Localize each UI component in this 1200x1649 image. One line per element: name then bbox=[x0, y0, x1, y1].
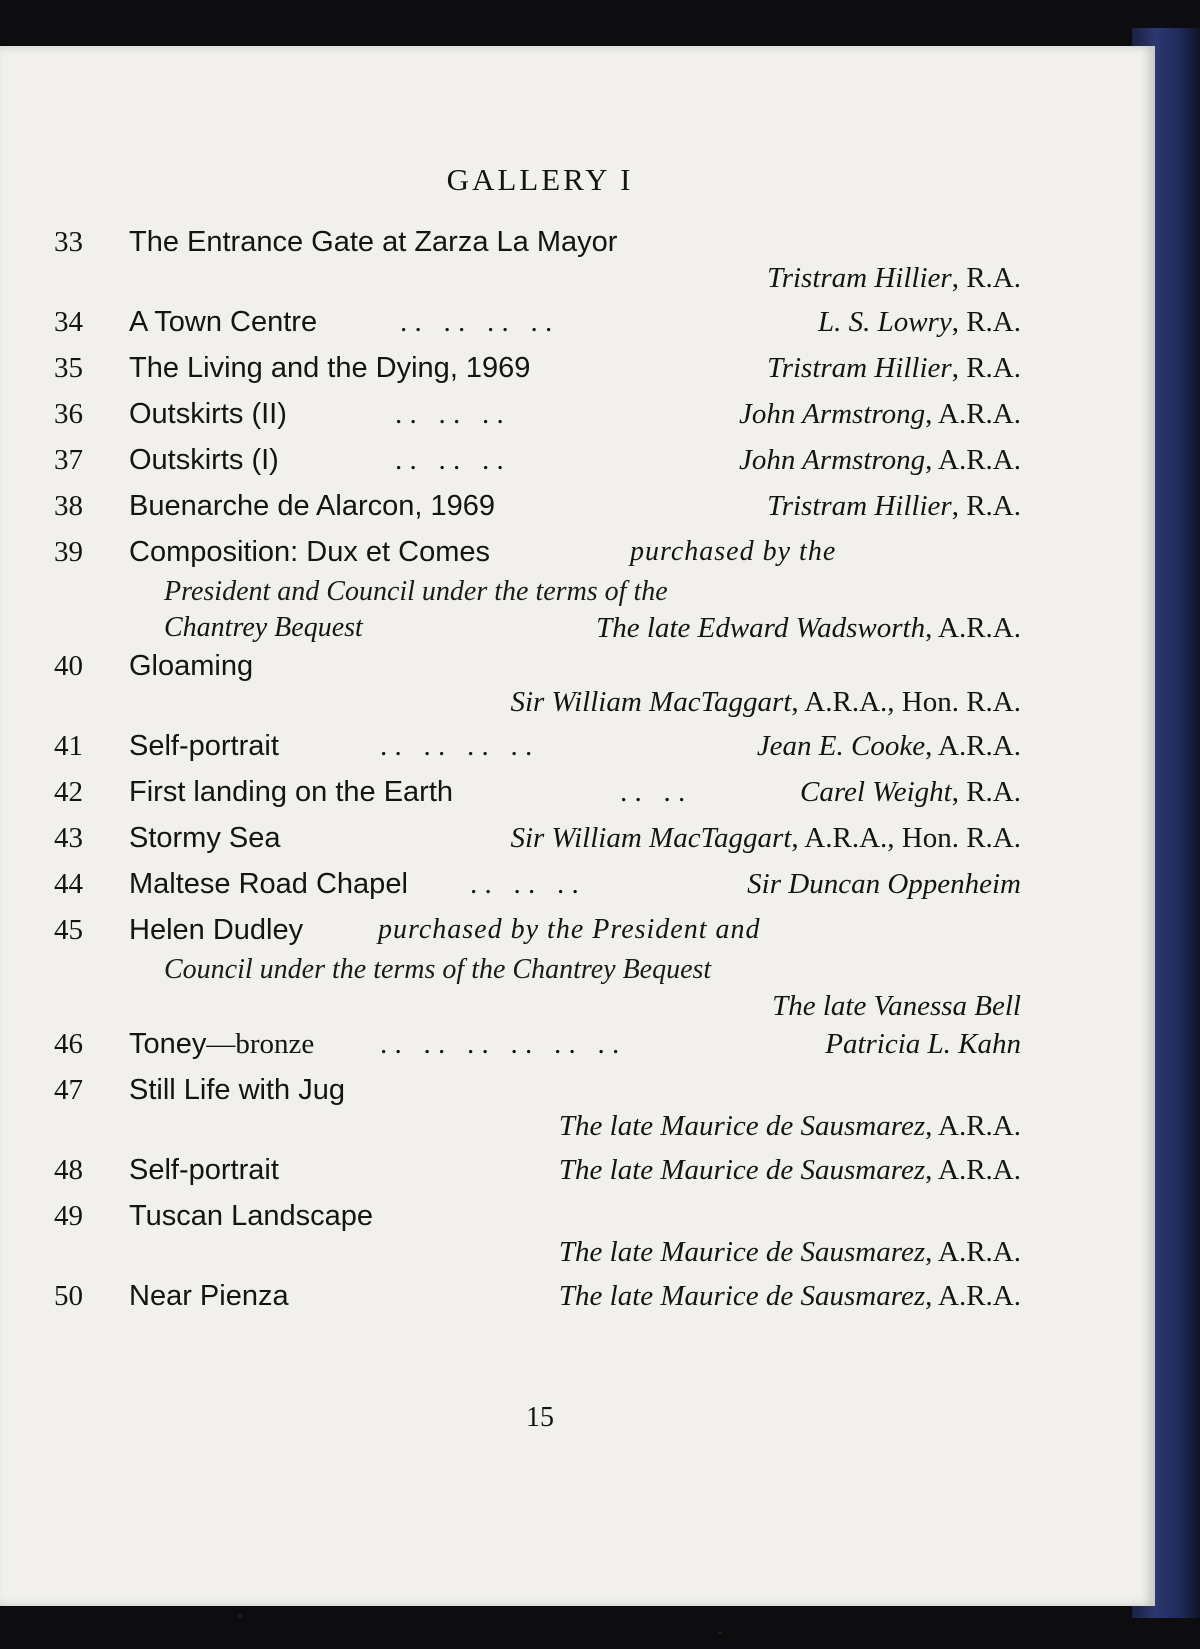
entry-number: 40 bbox=[54, 650, 83, 682]
entry-number: 46 bbox=[54, 1028, 83, 1060]
entry-artist-line bbox=[825, 1024, 1021, 1064]
entry-title bbox=[129, 1024, 314, 1064]
artist-name: John Armstrong bbox=[739, 444, 926, 476]
entry-artist-line bbox=[818, 302, 1021, 342]
entry-artist-line bbox=[767, 258, 1021, 298]
artist-honours: , A.R.A. bbox=[925, 1110, 1021, 1142]
artist-name: Sir Duncan Oppenheim bbox=[747, 868, 1021, 900]
gallery-heading: GALLERY I bbox=[446, 162, 634, 197]
entry-artist-line bbox=[510, 818, 1021, 858]
artist-honours: , A.R.A. bbox=[925, 1236, 1021, 1268]
entry-title: Stormy Sea bbox=[129, 822, 281, 854]
entry-title: First landing on the Earth bbox=[129, 776, 454, 808]
entry-number: 47 bbox=[54, 1074, 83, 1106]
artist-honours: , A.R.A. bbox=[925, 1280, 1021, 1312]
entry-number: 33 bbox=[54, 226, 83, 258]
entry-number: 36 bbox=[54, 398, 83, 430]
entry-number: 44 bbox=[54, 868, 83, 900]
artist-honours: , A.R.A., Hon. R.A. bbox=[791, 686, 1021, 718]
artist-name: The late Vanessa Bell bbox=[772, 990, 1021, 1022]
entry-artist-line bbox=[510, 682, 1021, 722]
dot-leader: . . . . . . bbox=[470, 868, 579, 900]
entry-title-text: Toney bbox=[129, 1028, 207, 1060]
entry-number: 39 bbox=[54, 536, 83, 568]
entry-number: 38 bbox=[54, 490, 83, 522]
entry-title: Self-portrait bbox=[129, 730, 279, 762]
entry-number: 45 bbox=[54, 914, 83, 946]
entry-number: 43 bbox=[54, 822, 83, 854]
artist-name: The late Maurice de Sausmarez bbox=[558, 1154, 926, 1186]
artist-name: Tristram Hillier bbox=[767, 352, 952, 384]
entry-number: 42 bbox=[54, 776, 83, 808]
entry-title: Near Pienza bbox=[129, 1280, 289, 1312]
entry-title: Buenarche de Alarcon, 1969 bbox=[129, 490, 495, 522]
artist-name: The late Maurice de Sausmarez bbox=[558, 1236, 926, 1268]
entry-title: Self-portrait bbox=[129, 1154, 279, 1186]
entry-artist-line bbox=[559, 1106, 1021, 1146]
artist-name: The late Edward Wadsworth bbox=[596, 612, 926, 644]
dot-leader: . . . . bbox=[620, 776, 686, 808]
entry-artist-line bbox=[772, 986, 1021, 1026]
purchase-note: purchased by the bbox=[630, 536, 837, 567]
artist-honours: , A.R.A. bbox=[925, 730, 1021, 762]
artist-name: Jean E. Cooke bbox=[756, 730, 926, 762]
entry-title: Outskirts (II) bbox=[129, 398, 287, 430]
entry-artist-line bbox=[559, 1276, 1021, 1316]
entry-title: Tuscan Landscape bbox=[129, 1200, 373, 1232]
purchase-note-continued: Council under the terms of the Chantrey Bequest bbox=[164, 954, 712, 985]
artist-honours: , R.A. bbox=[951, 306, 1021, 338]
artist-name: Tristram Hillier bbox=[767, 490, 952, 522]
entry-artist-line bbox=[559, 1150, 1021, 1190]
artist-name: Tristram Hillier bbox=[767, 262, 952, 294]
artist-honours: , A.R.A. bbox=[925, 398, 1021, 430]
entry-title: Outskirts (I) bbox=[129, 444, 279, 476]
purchase-note-continued: President and Council under the terms of the bbox=[164, 576, 668, 607]
artist-name: The late Maurice de Sausmarez bbox=[558, 1110, 926, 1142]
dot-leader: . . . . . . bbox=[395, 444, 504, 476]
entry-number: 35 bbox=[54, 352, 83, 384]
entry-artist-line bbox=[757, 726, 1021, 766]
purchase-note-end: Chantrey Bequest bbox=[164, 612, 363, 643]
entry-number: 41 bbox=[54, 730, 83, 762]
catalogue-page bbox=[0, 46, 1155, 1606]
artist-honours: , A.R.A. bbox=[925, 612, 1021, 644]
artist-honours: , A.R.A. bbox=[925, 444, 1021, 476]
entry-artist-line bbox=[559, 1232, 1021, 1272]
entry-number: 49 bbox=[54, 1200, 83, 1232]
entry-title: Gloaming bbox=[129, 650, 254, 682]
entry-title: Still Life with Jug bbox=[129, 1074, 345, 1106]
entry-title: The Entrance Gate at Zarza La Mayor bbox=[129, 226, 618, 258]
artist-honours: , A.R.A., Hon. R.A. bbox=[791, 822, 1021, 854]
artist-honours: , R.A. bbox=[951, 262, 1021, 294]
entry-number: 34 bbox=[54, 306, 83, 338]
entry-artist-line bbox=[800, 772, 1021, 812]
entry-artist-line bbox=[747, 864, 1021, 904]
dot-leader: . . . . . . . . . . . . bbox=[380, 1028, 620, 1060]
artist-name: Sir William MacTaggart bbox=[510, 822, 792, 854]
entry-medium: —bronze bbox=[206, 1028, 315, 1060]
artist-name: L. S. Lowry bbox=[817, 306, 952, 338]
entry-title: Maltese Road Chapel bbox=[129, 868, 408, 900]
entry-title: Helen Dudley bbox=[129, 914, 304, 946]
dot-leader: . . . . . . . . bbox=[380, 730, 533, 762]
artist-name: Sir William MacTaggart bbox=[510, 686, 792, 718]
artist-honours: , A.R.A. bbox=[925, 1154, 1021, 1186]
entry-artist-line bbox=[596, 608, 1021, 648]
dot-leader: . . . . . . . . bbox=[400, 306, 553, 338]
entry-artist-line bbox=[767, 486, 1021, 526]
entry-artist-line bbox=[739, 394, 1021, 434]
entry-number: 48 bbox=[54, 1154, 83, 1186]
artist-honours: , R.A. bbox=[951, 776, 1021, 808]
entry-artist-line bbox=[739, 440, 1021, 480]
entry-title: The Living and the Dying, 1969 bbox=[129, 352, 531, 384]
purchase-note: purchased by the President and bbox=[378, 914, 761, 945]
entry-title: A Town Centre bbox=[129, 306, 318, 338]
entry-title: Composition: Dux et Comes bbox=[129, 536, 491, 568]
entry-artist-line bbox=[767, 348, 1021, 388]
artist-honours: , R.A. bbox=[951, 490, 1021, 522]
entry-number: 50 bbox=[54, 1280, 83, 1312]
dot-leader: . . . . . . bbox=[395, 398, 504, 430]
artist-name: The late Maurice de Sausmarez bbox=[558, 1280, 926, 1312]
entry-number: 37 bbox=[54, 444, 83, 476]
artist-honours: , R.A. bbox=[951, 352, 1021, 384]
page-number: 15 bbox=[526, 1402, 554, 1433]
artist-name: John Armstrong bbox=[739, 398, 926, 430]
artist-name: Carel Weight bbox=[799, 776, 952, 808]
artist-name: Patricia L. Kahn bbox=[825, 1028, 1021, 1060]
